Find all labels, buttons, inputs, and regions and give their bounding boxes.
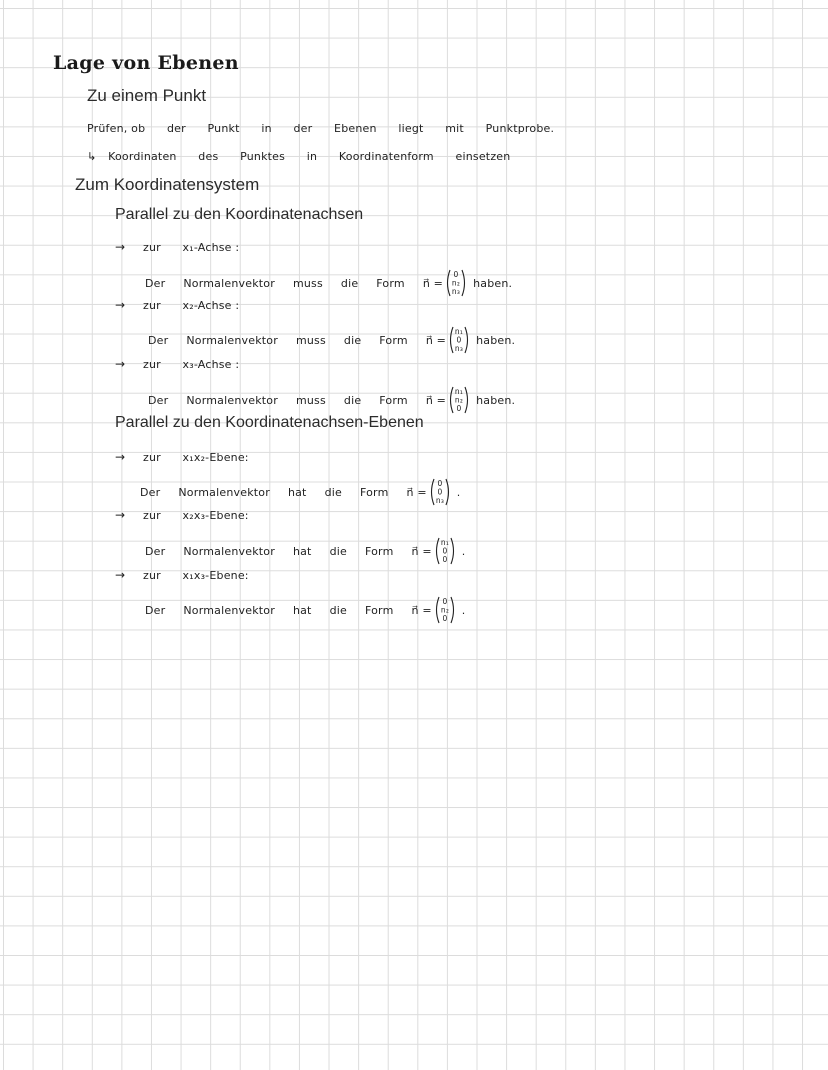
word: Normalenvektor — [186, 393, 278, 407]
right-paren — [451, 538, 454, 564]
vector-name: n⃗ = — [422, 276, 444, 290]
word: Form — [376, 276, 405, 290]
vector-component: 0 — [442, 614, 448, 623]
word: Normalenvektor — [183, 603, 275, 617]
word: einsetzen — [455, 150, 511, 163]
word: . — [461, 603, 466, 617]
prefix: zur — [142, 299, 161, 312]
word: haben. — [473, 276, 513, 290]
right-paren — [446, 479, 449, 505]
axis-label: x₂-Achse : — [182, 299, 240, 312]
word: liegt — [398, 122, 424, 135]
word: der — [166, 122, 186, 135]
vector-component: n₃ — [435, 496, 444, 505]
word: Form — [364, 603, 394, 617]
word: die — [340, 276, 359, 290]
plane-item-3-label — [115, 568, 267, 582]
vector-component: n₃ — [455, 344, 464, 353]
heading-planes: Parallel zu den Koordinatenachsen-Ebenen — [115, 414, 424, 431]
word: Der — [148, 333, 169, 347]
word: Normalenvektor — [178, 485, 270, 499]
left-paren — [436, 597, 439, 623]
axis-item-2-label — [115, 298, 257, 312]
word: die — [329, 544, 347, 558]
axis-label: x₁-Achse : — [182, 241, 240, 254]
vector-component: 0 — [453, 270, 459, 279]
normal-vector — [434, 595, 456, 625]
word: die — [343, 333, 362, 347]
word: haben. — [476, 333, 516, 347]
vector-component: 0 — [442, 597, 448, 606]
arrow-icon: → — [115, 357, 126, 371]
axis-item-1-sentence — [145, 268, 530, 298]
axis-label: x₃-Achse : — [182, 358, 240, 371]
page-title: Lage von Ebenen — [53, 52, 239, 74]
vector-name: n⃗ = — [406, 485, 427, 499]
normal-vector — [434, 536, 456, 566]
normal-vector — [448, 325, 470, 355]
prefix: zur — [142, 451, 161, 464]
vector-component: 0 — [442, 546, 448, 556]
word: des — [198, 150, 219, 163]
word: haben. — [476, 393, 516, 407]
word: Form — [379, 333, 408, 347]
point-line-1 — [87, 122, 572, 135]
vector-component: n₁ — [455, 327, 464, 336]
normal-vector — [445, 268, 467, 298]
plane-label: x₁x₂-Ebene: — [182, 451, 249, 464]
vector-component: 0 — [456, 335, 462, 345]
word: Punktes — [240, 150, 286, 163]
vector-component: 0 — [442, 555, 448, 564]
word: in — [261, 122, 272, 135]
word: Form — [359, 485, 389, 499]
word: hat — [292, 603, 312, 617]
vector-name: n⃗ = — [425, 333, 447, 347]
word: Koordinaten — [108, 150, 177, 163]
vector-brackets-icon — [445, 268, 467, 298]
left-paren — [448, 270, 451, 296]
word: Punkt — [207, 122, 240, 135]
word: Normalenvektor — [186, 333, 278, 347]
point-line-2 — [87, 150, 528, 163]
word: Der — [145, 544, 166, 558]
axis-item-1-label — [115, 240, 257, 254]
word: Form — [364, 544, 394, 558]
word: Der — [145, 603, 166, 617]
vector-component: n₂ — [455, 395, 464, 405]
normal-vector — [429, 477, 451, 507]
word: die — [324, 485, 342, 499]
prefix: zur — [142, 241, 161, 254]
word: hat — [292, 544, 312, 558]
axis-item-3-label — [115, 357, 257, 371]
word: muss — [295, 393, 326, 407]
axis-item-3-sentence — [148, 385, 533, 415]
vector-brackets-icon — [448, 325, 470, 355]
vector-component: n₁ — [455, 387, 464, 396]
word: der — [293, 122, 313, 135]
vector-component: n₃ — [452, 287, 461, 296]
vector-name: n⃗ = — [411, 603, 432, 617]
word: hat — [287, 485, 307, 499]
word: Form — [379, 393, 408, 407]
hook-arrow-icon: ↳ — [87, 150, 97, 163]
word: Der — [145, 276, 166, 290]
vector-component: n₂ — [452, 278, 461, 288]
vector-name: n⃗ = — [425, 393, 447, 407]
arrow-icon: → — [115, 450, 126, 464]
plane-item-2-label — [115, 508, 267, 522]
left-paren — [451, 387, 454, 413]
word: Prüfen, ob — [87, 122, 146, 135]
heading-point: Zu einem Punkt — [87, 86, 207, 105]
heading-axes: Parallel zu den Koordinatenachsen — [115, 206, 364, 223]
vector-component: n₁ — [440, 538, 449, 547]
prefix: zur — [142, 509, 161, 522]
word: . — [456, 485, 461, 499]
arrow-icon: → — [115, 240, 126, 254]
word: Normalenvektor — [183, 276, 275, 290]
word: Punktprobe. — [485, 122, 555, 135]
word: mit — [445, 122, 464, 135]
vector-brackets-icon — [448, 385, 470, 415]
plane-item-1-label — [115, 450, 267, 464]
left-paren — [436, 538, 439, 564]
arrow-icon: → — [115, 298, 126, 312]
plane-item-2-sentence — [145, 536, 466, 566]
right-paren — [451, 597, 454, 623]
word: Normalenvektor — [183, 544, 275, 558]
left-paren — [431, 479, 434, 505]
vector-brackets-icon — [429, 477, 451, 507]
word: Der — [148, 393, 169, 407]
prefix: zur — [142, 569, 161, 582]
plane-item-3-sentence — [145, 595, 466, 625]
arrow-icon: → — [115, 508, 126, 522]
vector-component: 0 — [437, 487, 443, 497]
vector-component: n₂ — [440, 605, 449, 615]
word: in — [306, 150, 318, 163]
word: muss — [292, 276, 323, 290]
plane-item-1-sentence — [140, 477, 461, 507]
plane-label: x₁x₃-Ebene: — [182, 569, 249, 582]
arrow-icon: → — [115, 568, 126, 582]
prefix: zur — [142, 358, 161, 371]
right-paren — [465, 327, 468, 353]
vector-component: 0 — [437, 479, 443, 488]
word: . — [461, 544, 466, 558]
right-paren — [465, 387, 468, 413]
heading-system: Zum Koordinatensystem — [75, 175, 260, 194]
plane-label: x₂x₃-Ebene: — [182, 509, 249, 522]
word: Ebenen — [334, 122, 377, 135]
vector-name: n⃗ = — [411, 544, 432, 558]
word: die — [329, 603, 347, 617]
right-paren — [462, 270, 465, 296]
word: Koordinatenform — [338, 150, 434, 163]
normal-vector — [448, 385, 470, 415]
vector-brackets-icon — [434, 536, 456, 566]
vector-component: 0 — [456, 404, 462, 413]
word: Der — [140, 485, 161, 499]
vector-brackets-icon — [434, 595, 456, 625]
axis-item-2-sentence — [148, 325, 533, 355]
word: muss — [295, 333, 326, 347]
word: die — [343, 393, 362, 407]
left-paren — [451, 327, 454, 353]
